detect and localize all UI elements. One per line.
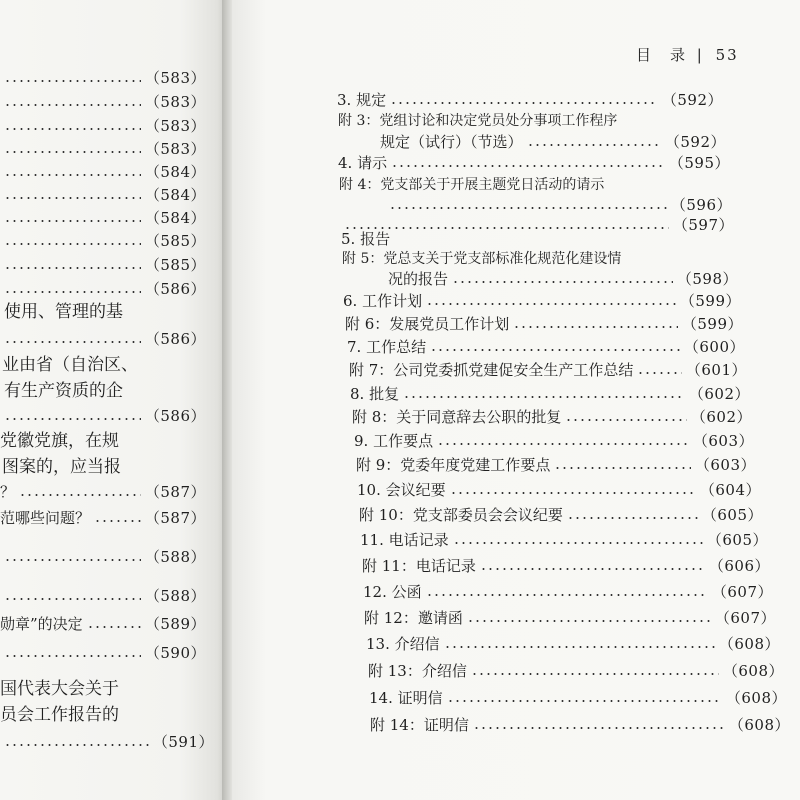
toc-entry: 附 10：党支部委员会会议纪要 （605）	[359, 506, 763, 524]
toc-entry: 7. 工作总结 （600）	[347, 338, 745, 356]
toc-entry: 附 14：证明信 （608）	[370, 716, 790, 734]
toc-entry: （584）	[0, 160, 206, 184]
toc-entry: 4. 请示 （595）	[338, 154, 730, 172]
toc-entry: 3. 规定 （592）	[337, 91, 723, 109]
toc-entry: 员会工作报告的	[0, 705, 119, 725]
toc-entry: （583）	[0, 137, 206, 161]
toc-entry: （585）	[0, 253, 206, 277]
toc-entry: 附 13：介绍信 （608）	[368, 662, 784, 680]
toc-entry: （584）	[0, 183, 206, 207]
toc-entry: （588）	[0, 545, 206, 569]
toc-entry: 附 4：党支部关于开展主题党日活动的请示	[339, 177, 605, 193]
toc-entry: （584）	[0, 206, 206, 230]
toc-entry: （583）	[0, 90, 206, 114]
toc-entry: （586）	[0, 277, 206, 301]
toc-entry: 图案的，应当报	[2, 457, 121, 477]
toc-entry: 9. 工作要点 （603）	[354, 432, 754, 450]
toc-entry: （585）	[0, 229, 206, 253]
toc-entry: （591）	[0, 730, 214, 754]
toc-entry: 5. 报告	[341, 230, 391, 248]
toc-entry: 规定（试行）（节选） （592）	[380, 133, 726, 151]
toc-entry: 况的报告 （598）	[388, 270, 738, 288]
toc-entry: 附 8：关于同意辞去公职的批复 （602）	[352, 408, 752, 426]
toc-entry: 附 3：党组讨论和决定党员处分事项工作程序	[338, 113, 618, 129]
left-page	[0, 0, 226, 800]
toc-entry: （586）	[0, 327, 206, 351]
toc-entry: 6. 工作计划 （599）	[343, 292, 741, 310]
toc-entry: 12. 公函 （607）	[363, 583, 773, 601]
toc-entry: 10. 会议纪要 （604）	[357, 481, 761, 499]
toc-entry: （586）	[0, 404, 206, 428]
toc-entry: 国代表大会关于	[0, 679, 119, 699]
toc-entry: 14. 证明信 （608）	[369, 689, 787, 707]
toc-entry: （588）	[0, 584, 206, 608]
toc-entry: 附 9：党委年度党建工作要点 （603）	[356, 456, 756, 474]
toc-entry: （596）	[385, 193, 732, 217]
toc-entry: （590）	[0, 641, 206, 665]
toc-entry: 附 5：党总支关于党支部标准化规范化建设情	[342, 251, 622, 267]
toc-entry: 勋章”的决定 （589）	[0, 615, 206, 633]
toc-entry: 党徽党旗，在规	[0, 431, 119, 451]
page-number: 53	[715, 46, 739, 64]
toc-entry: 附 11：电话记录 （606）	[362, 557, 770, 575]
toc-entry: ？ （587）	[0, 483, 206, 501]
toc-entry: 11. 电话记录 （605）	[360, 531, 768, 549]
toc-entry: 范哪些问题？ （587）	[0, 509, 206, 527]
toc-entry: 业由省（自治区、	[2, 355, 138, 375]
toc-entry: 13. 介绍信 （608）	[366, 635, 780, 653]
toc-entry: 附 7：公司党委抓党建促安全生产工作总结 （601）	[349, 361, 747, 379]
toc-entry: 8. 批复 （602）	[350, 385, 750, 403]
page-header: 目 录 | 53	[636, 46, 739, 64]
toc-entry: 附 12：邀请函 （607）	[364, 609, 776, 627]
toc-entry: （597）	[340, 213, 734, 237]
toc-entry: （583）	[0, 114, 206, 138]
header-title: 目 录	[636, 46, 688, 64]
toc-entry: 有生产资质的企	[4, 381, 123, 401]
toc-entry: （583）	[0, 66, 206, 90]
toc-entry: 使用、管理的基	[4, 302, 123, 322]
toc-entry: 附 6：发展党员工作计划 （599）	[345, 315, 743, 333]
